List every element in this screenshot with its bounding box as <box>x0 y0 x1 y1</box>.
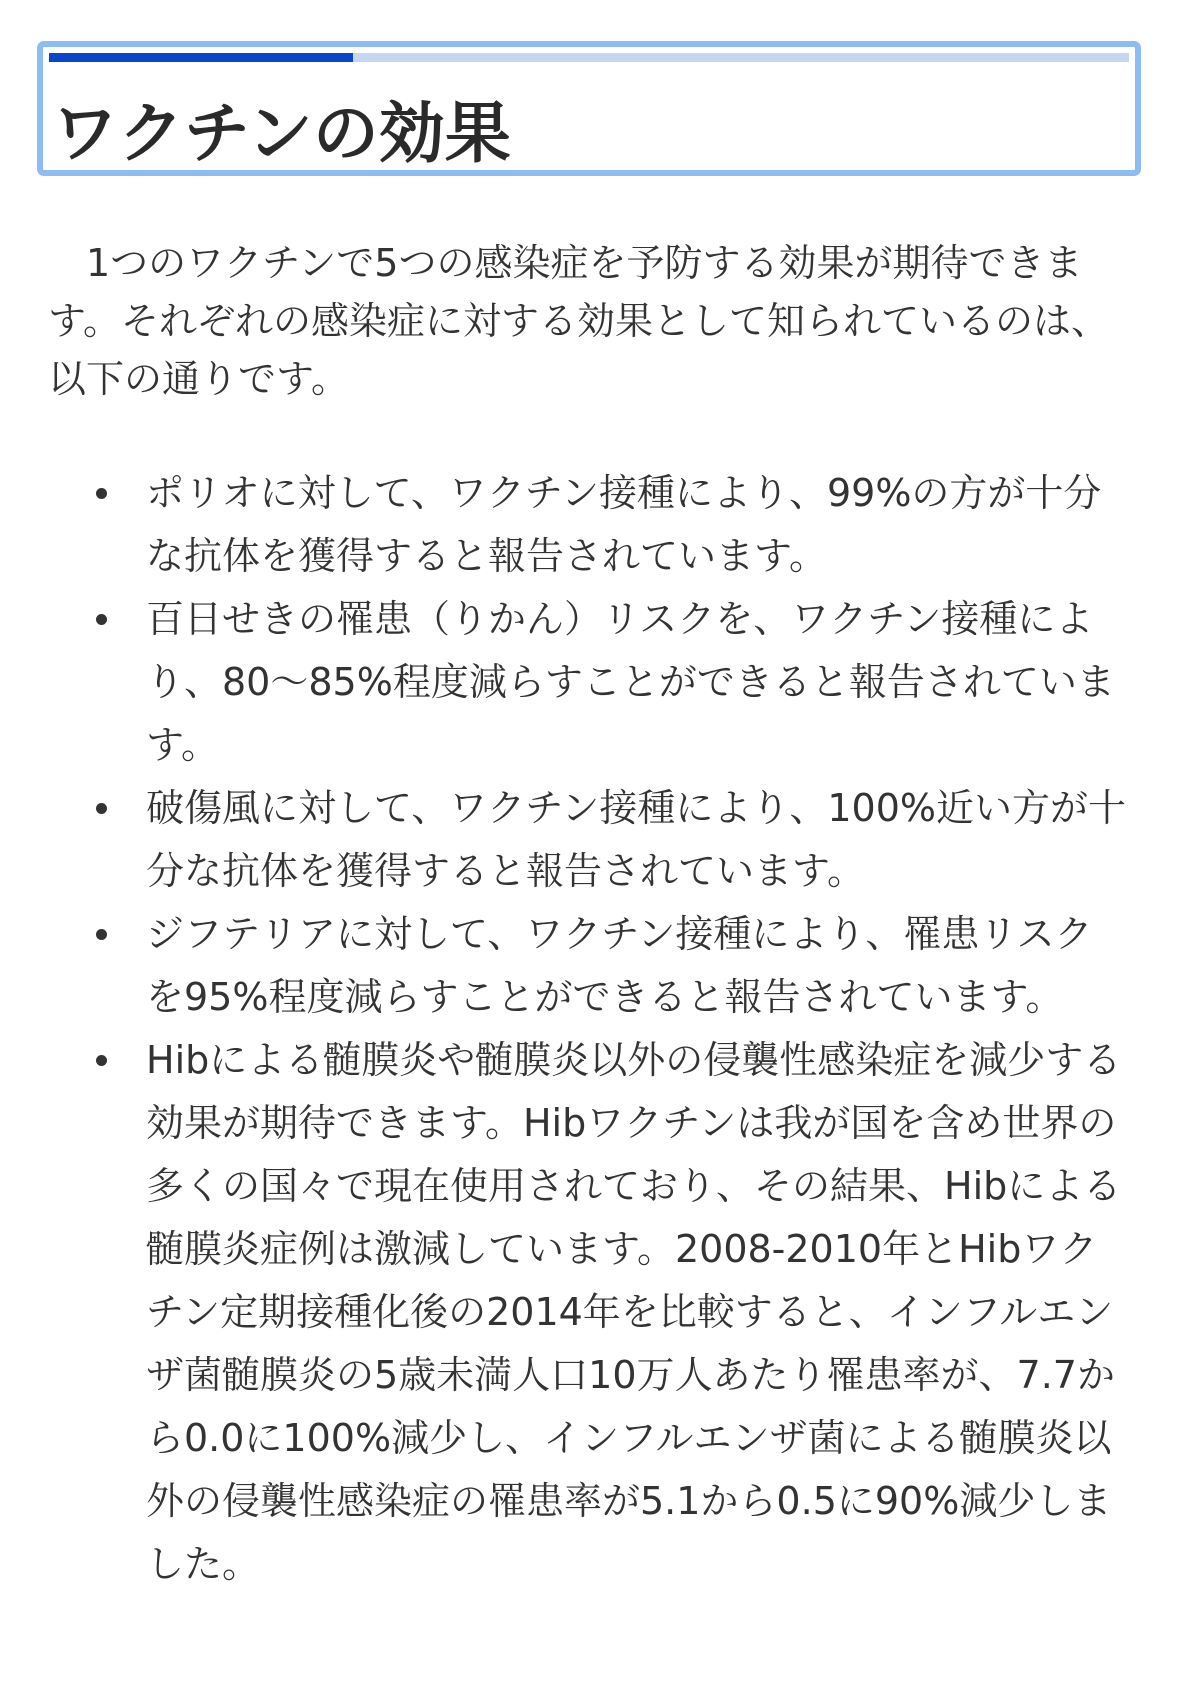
section-title: ワクチンの効果 <box>52 95 511 172</box>
bullet-icon <box>96 1055 107 1066</box>
list-item-text: Hibによる髄膜炎や髄膜炎以外の侵襲性感染症を減少する効果が期待できます。Hibワクチンは我が国を含め世界の多くの国々で現在使用されており、その結果、Hibによる髄膜炎症例は激減しています。2008-2010年とHibワクチン定期接種化後の2014年を比較すると、インフルエンザ菌髄膜炎の5歳未満人口10万人あたり罹患率が、7.7から0.0に100%減少し、インフルエンザ菌による髄膜炎以外の侵襲性感染症の罹患率が5.1から0.5に90%減少しました。 <box>146 1038 1122 1586</box>
list-item <box>0 777 1126 903</box>
bullet-icon <box>96 803 107 814</box>
list-item-text: 百日せきの罹患（りかん）リスクを、ワクチン接種により、80～85%程度減らすことができると報告されています。 <box>146 597 1115 767</box>
bullet-icon <box>96 929 107 940</box>
list-item <box>0 903 1126 1029</box>
list-item <box>0 462 1126 588</box>
section-heading-box <box>37 41 1141 176</box>
bullet-icon <box>96 614 107 625</box>
list-item-text: ポリオに対して、ワクチン接種により、99%の方が十分な抗体を獲得すると報告されています。 <box>146 471 1102 578</box>
list-item <box>0 1029 1126 1596</box>
intro-paragraph: 1つのワクチンで5つの感染症を予防する効果が期待できます。それぞれの感染症に対する効果として知られているのは、以下の通りです。 <box>48 241 1109 401</box>
bullet-icon <box>96 488 107 499</box>
heading-accent-bar <box>49 53 353 62</box>
heading-top-bar <box>49 53 1129 62</box>
list-item-text: 破傷風に対して、ワクチン接種により、100%近い方が十分な抗体を獲得すると報告されています。 <box>146 786 1126 893</box>
vaccine-effects-list <box>0 462 1126 1596</box>
list-item <box>0 588 1126 777</box>
list-item-text: ジフテリアに対して、ワクチン接種により、罹患リスクを95%程度減らすことができると報告されています。 <box>146 912 1093 1019</box>
